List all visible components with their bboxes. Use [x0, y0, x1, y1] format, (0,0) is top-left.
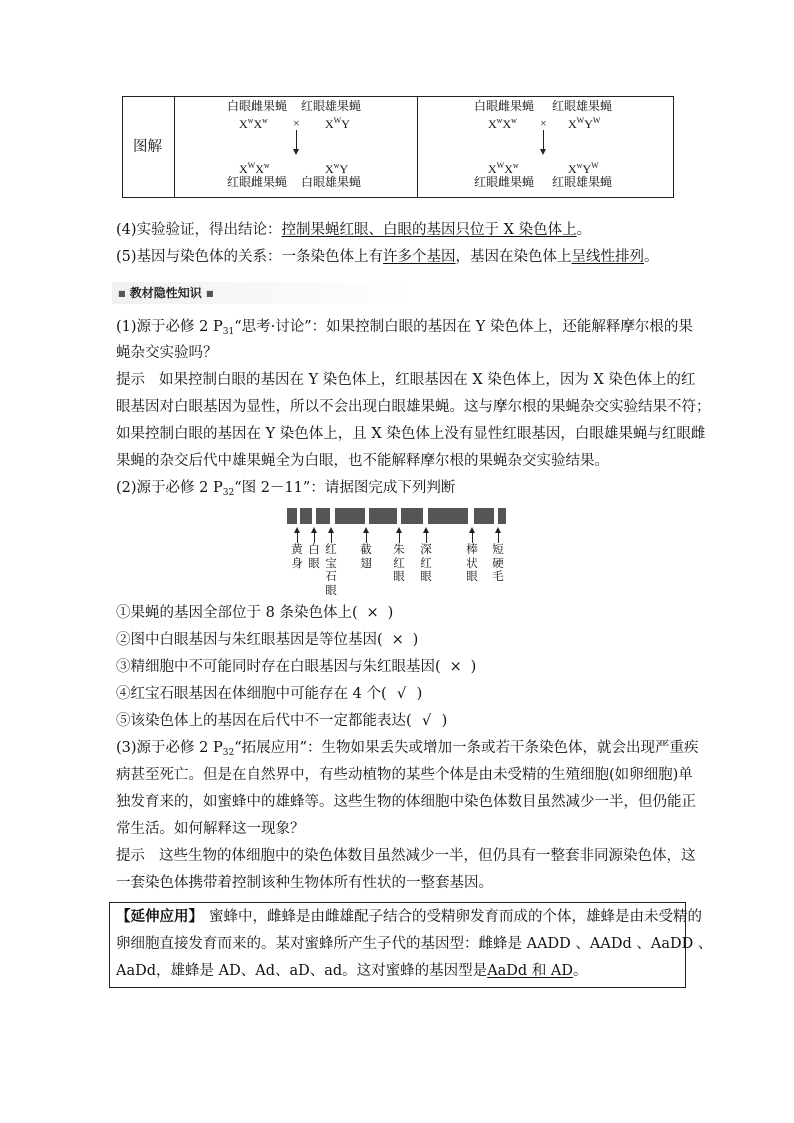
gene-label-bar-eye: 棒状眼 — [466, 542, 478, 583]
q2-title: (2)源于必修 2 $P_{32}“$图 2－11”：请据图完成下列判断 — [116, 480, 456, 498]
q1-hint-line-4: 果蝇的杂交后代中雄果蝇全为白眼，也不能解释摩尔根的果蝇杂交实验结果。 — [116, 453, 609, 469]
left-cross-symbol: × — [293, 116, 300, 130]
q1-line-1: (1)源于必修 2 $P_{31}“$思考·讨论”：如果控制白眼的基因在 Y 染色体上，还能解释摩尔根的果 — [116, 319, 693, 337]
right-p1-label: 白眼雌果蝇 — [474, 99, 535, 113]
diagram-right-cell — [418, 97, 673, 197]
statement-5-mark: √ — [422, 713, 432, 729]
statement-1: ①果蝇的基因全部位于 8 条染色体上( × ) — [116, 605, 394, 621]
q3-hint-line-1: 提示 这些生物的体细胞中的染色体数目虽然减少一半，但仍具有一整套非同源染色体，这 — [116, 848, 696, 864]
statement-4: ④红宝石眼基因在体细胞中可能存在 4 个( √ ) — [116, 686, 423, 702]
diagram-left-cell — [175, 97, 418, 197]
left-arrow-line — [296, 130, 297, 150]
item-5-answer-2: 呈线性排列 — [571, 249, 645, 265]
q1-hint-line-2: 眼基因对白眼基因为显性，所以不会出现白眼雄果蝇。这与摩尔根的果蝇杂交实验结果不符； — [116, 399, 711, 415]
diagram-label-cell — [123, 97, 175, 197]
cross-diagram-table — [122, 96, 674, 198]
right-f2-genotype: $X^wY^W$ — [568, 161, 599, 176]
extension-label: 【延伸应用】 — [116, 909, 203, 925]
gene-label-vermilion-eye: 朱红眼 — [393, 542, 405, 583]
left-p2-genotype: $X^WY$ — [325, 116, 350, 131]
section-header — [112, 282, 417, 304]
gene-label-bristle: 短硬毛 — [492, 542, 504, 583]
item-5: (5)基因与染色体的关系：一条染色体上有许多个基因，基因在染色体上呈线性排列。 — [116, 249, 659, 265]
left-p2-label: 红眼雄果蝇 — [301, 99, 362, 113]
left-p1-genotype: $X^wX^w$ — [239, 116, 268, 131]
section-title: 教材隐性知识 — [129, 286, 202, 300]
item-5-answer-1: 许多个基因 — [383, 249, 456, 265]
q1-hint-line-1: 提示 如果控制白眼的基因在 Y 染色体上，红眼基因在 X 染色体上，因为 X 染色体上的红 — [116, 372, 696, 388]
q1-line-2: 蝇杂交实验吗？ — [116, 345, 218, 361]
extension-line-2: 卵细胞直接发育而来的。某对蜜蜂所产生子代的基因型：雌蜂是 AADD 、AADd 、AaDD 、 — [116, 936, 713, 952]
statement-2: ②图中白眼基因与朱红眼基因是等位基因( × ) — [116, 632, 419, 648]
q1-hint-line-3: 如果控制白眼的基因在 Y 染色体上，且 X 染色体上没有显性红眼基因，白眼雄果蝇与红眼雌 — [116, 426, 706, 442]
section-square-icon: ■ — [118, 289, 126, 298]
left-f2-label: 白眼雄果蝇 — [301, 175, 362, 189]
right-p2-label: 红眼雄果蝇 — [552, 99, 613, 113]
q3-line-3: 独发育来的，如蜜蜂中的雄蜂等。这些生物的体细胞中染色体数目虽然减少一半，但仍能正 — [116, 794, 696, 810]
q1-hint-label: 提示 — [116, 372, 145, 388]
right-arrow-head — [540, 149, 546, 155]
chromosome-band — [300, 508, 312, 524]
chromosome-band — [474, 508, 494, 524]
gene-label-cut-wing: 截翅 — [360, 542, 372, 570]
q3-line-4: 常生活。如何解释这一现象？ — [116, 821, 305, 837]
right-f1-label: 红眼雌果蝇 — [474, 175, 535, 189]
left-arrow-head — [293, 149, 299, 155]
q3-hint-label: 提示 — [116, 848, 145, 864]
left-p1-label: 白眼雌果蝇 — [227, 99, 288, 113]
extension-line-1: 【延伸应用】 蜜蜂中，雌蜂是由雌雄配子结合的受精卵发育而成的个体，雄蜂是由未受精的 — [116, 909, 702, 925]
right-cross-symbol: × — [540, 116, 547, 130]
item-4: (4)实验验证，得出结论：控制果蝇红眼、白眼的基因只位于 X 染色体上。 — [116, 222, 592, 238]
chromosome-band — [316, 508, 330, 524]
q3-hint-line-2: 一套染色体携带着控制该种生物体所有性状的一整套基因。 — [116, 875, 493, 891]
chromosome-band — [428, 508, 468, 524]
statement-3: ③精细胞中不可能同时存在白眼基因与朱红眼基因( × ) — [116, 659, 477, 675]
extension-box — [109, 902, 713, 988]
q3-line-2: 病甚至死亡。但是在自然界中，有些动植物的某些个体是由未受精的生殖细胞(如卵细胞)单 — [116, 767, 693, 783]
right-f2-label: 红眼雄果蝇 — [552, 175, 613, 189]
chromosome-band — [287, 508, 297, 524]
left-f1-label: 红眼雌果蝇 — [227, 175, 288, 189]
diagram-label: 图解 — [133, 139, 162, 155]
left-f1-genotype: $X^WX^w$ — [239, 161, 270, 176]
chromosome-band — [498, 508, 506, 524]
chromosome-band — [369, 508, 397, 524]
right-p2-genotype: $X^WY^W$ — [568, 116, 601, 131]
statement-1-mark: × — [366, 605, 379, 621]
right-p1-genotype: $X^wX^w$ — [488, 116, 517, 131]
statement-5: ⑤该染色体上的基因在后代中不一定都能表达( √ ) — [116, 713, 448, 729]
extension-answer: AaDd 和 AD — [487, 963, 574, 979]
chromosome-band — [335, 508, 365, 524]
gene-label-white-eye: 白眼 — [308, 542, 320, 570]
gene-label-yellow-body: 黄身 — [291, 542, 303, 570]
right-f1-genotype: $X^WX^w$ — [488, 161, 519, 176]
gene-label-garnet-eye: 深红眼 — [420, 542, 432, 583]
statement-3-mark: × — [449, 659, 462, 675]
section-square-icon-right: ■ — [205, 289, 214, 298]
left-f2-genotype: $X^wY$ — [325, 161, 349, 176]
statement-4-mark: √ — [396, 686, 407, 702]
gene-label-ruby-eye: 红宝石眼 — [325, 542, 337, 597]
chromosome-band — [401, 508, 423, 524]
q3-line-1: (3)源于必修 2 $P_{32}“$拓展应用”：生物如果丢失或增加一条或若干条染色体，就会出现严重疾 — [116, 740, 699, 758]
right-arrow-line — [543, 130, 544, 150]
item-4-conclusion: 控制果蝇红眼、白眼的基因只位于 X 染色体上 — [281, 222, 577, 238]
extension-line-3: AaDd，雄蜂是 AD、Ad、aD、ad。这对蜜蜂的基因型是AaDd 和 AD。 — [116, 963, 588, 979]
statement-2-mark: × — [391, 632, 404, 648]
